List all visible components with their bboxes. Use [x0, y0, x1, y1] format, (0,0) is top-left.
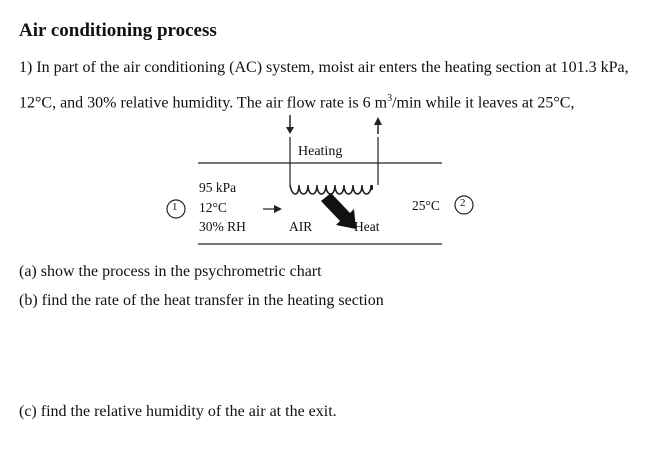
heater-lead-out-arrowhead — [374, 117, 382, 125]
inlet-relative-humidity: 30% RH — [199, 219, 246, 234]
question-a: (a) show the process in the psychrometric chart — [19, 263, 322, 280]
problem-line-1: 1) In part of the air conditioning (AC) system, moist air enters the heating section at 101.3 kPa, — [19, 59, 629, 76]
heat-label: Heat — [354, 219, 380, 234]
question-b: (b) find the rate of the heat transfer in the heating section — [19, 292, 384, 309]
heater-lead-in-arrowhead — [286, 127, 294, 134]
state-2-number: 2 — [460, 197, 466, 209]
heat-arrow — [321, 193, 356, 229]
outlet-temperature: 25°C — [412, 198, 440, 213]
air-flow-arrowhead — [274, 205, 282, 213]
question-c: (c) find the relative humidity of the air at the exit. — [19, 403, 337, 420]
inlet-pressure: 95 kPa — [199, 180, 237, 195]
problem-line-2: 12°C, and 30% relative humidity. The air flow rate is 6 $m^3/\min$ while it leaves at 25°C, — [19, 93, 575, 112]
page-title: Air conditioning process — [19, 20, 217, 41]
heating-coil — [290, 185, 372, 194]
air-label: AIR — [289, 219, 313, 234]
heating-label: Heating — [298, 144, 343, 159]
state-1-number: 1 — [172, 201, 178, 213]
inlet-temperature: 12°C — [199, 200, 227, 215]
